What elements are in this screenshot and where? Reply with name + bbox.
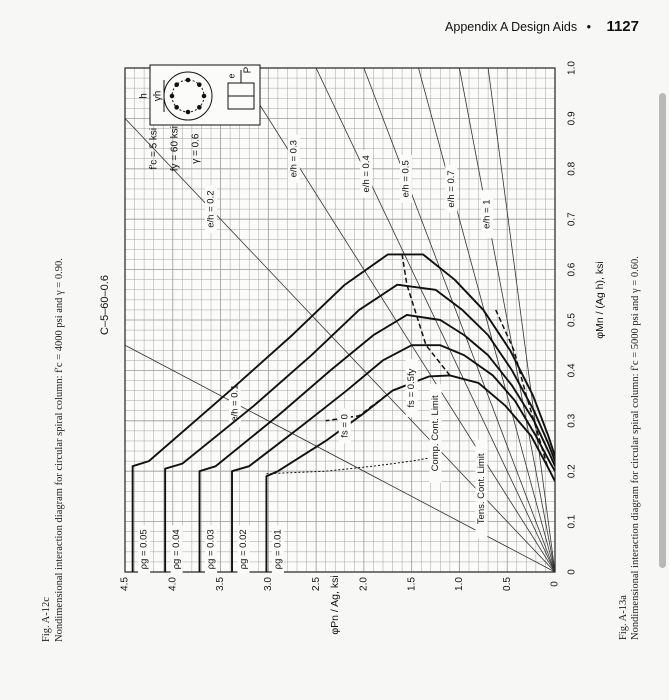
left-figure-text: Nondimensional interaction diagram for circular spiral column: f′c = 4000 psi and γ = 0.90. (54, 258, 65, 642)
x-tick-10: 1.0 (566, 61, 578, 75)
x-tick-3: 0.3 (566, 413, 578, 428)
chart-title: C–5–60–0.6 (98, 275, 111, 335)
header-bullet: • (586, 20, 591, 34)
x-tick-8: 0.8 (566, 161, 578, 176)
y-tick-8: 4.0 (167, 577, 179, 591)
rebar-dot (186, 78, 190, 82)
series-label-2: ρg = 0.02 (238, 529, 250, 570)
x-tick-2: 0.2 (566, 464, 578, 479)
x-tick-4: 0.4 (566, 363, 578, 378)
y-tick-7: 3.5 (215, 577, 227, 591)
material-label-2: fy = 60 ksi (169, 125, 181, 172)
rebar-dot (175, 83, 179, 87)
radial-label-2: e/h = 0.2 (205, 190, 217, 228)
y-tick-9: 4.5 (119, 577, 131, 591)
radial-label-1: e/h = 0.1 (229, 384, 241, 422)
inset-label-p: P (242, 66, 254, 74)
material-label-3: γ = 0.6 (190, 133, 202, 164)
x-tick-7: 0.7 (566, 212, 578, 227)
y-tick-3: 1.5 (406, 577, 418, 591)
rebar-dot (198, 106, 202, 110)
x-axis-label: φMn / (Ag h), ksi (593, 261, 606, 339)
radial-label-6: e/h = 0.7 (445, 170, 457, 208)
left-figure-number: Fig. A-12c (41, 597, 52, 642)
series-label-4: ρg = 0.04 (171, 529, 183, 570)
inset-label-e: e (226, 73, 237, 79)
series-label-3: ρg = 0.03 (205, 529, 217, 570)
y-tick-0: 0 (549, 581, 561, 587)
y-axis-label: φPn / Ag, ksi (328, 575, 341, 635)
annotation-comp-cont-limit: Comp. Cont. Limit (430, 395, 442, 472)
annotation-fs-half-fy: fs = 0.5fy (406, 368, 418, 408)
inset-label-h: h (138, 93, 150, 99)
right-caption (618, 256, 641, 640)
material-label-1: f′c = 5 ksi (148, 127, 160, 170)
page-number: 1127 (606, 18, 639, 35)
scrollbar[interactable] (659, 93, 666, 568)
x-tick-1: 0.1 (566, 514, 578, 529)
rebar-dot (175, 106, 179, 110)
series-label-5: ρg = 0.05 (138, 529, 150, 570)
y-tick-5: 2.5 (310, 577, 322, 591)
radial-label-5: e/h = 0.5 (400, 160, 412, 198)
right-figure-text: Nondimensional interaction diagram for circular spiral column: f′c = 5000 psi and γ = 0.60. (630, 256, 641, 640)
x-tick-9: 0.9 (566, 111, 578, 126)
rebar-dot (186, 110, 190, 114)
appendix-title: Appendix A Design Aids (445, 20, 578, 34)
rebar-dot (170, 94, 174, 98)
radial-label-4: e/h = 0.4 (360, 155, 372, 193)
rebar-dot (202, 94, 206, 98)
y-tick-4: 2.0 (358, 577, 370, 591)
annotation-fs0: fs = 0 (339, 414, 351, 438)
rebar-dot (198, 83, 202, 87)
x-tick-0: 0 (566, 569, 578, 575)
right-figure-number: Fig. A-13a (618, 595, 629, 640)
y-tick-6: 3.0 (262, 577, 274, 591)
x-tick-6: 0.6 (566, 262, 578, 277)
inset-label-gamma-h: γh (152, 90, 164, 102)
y-tick-1: 0.5 (501, 577, 513, 591)
series-label-1: ρg = 0.01 (272, 529, 284, 570)
radial-label-7: e/h = 1 (481, 199, 493, 229)
x-tick-5: 0.5 (566, 313, 578, 327)
annotation-tens-cont-limit: Tens. Cont. Limit (475, 453, 487, 525)
y-tick-2: 1.0 (454, 577, 466, 591)
radial-label-3: e/h = 0.3 (288, 140, 300, 178)
